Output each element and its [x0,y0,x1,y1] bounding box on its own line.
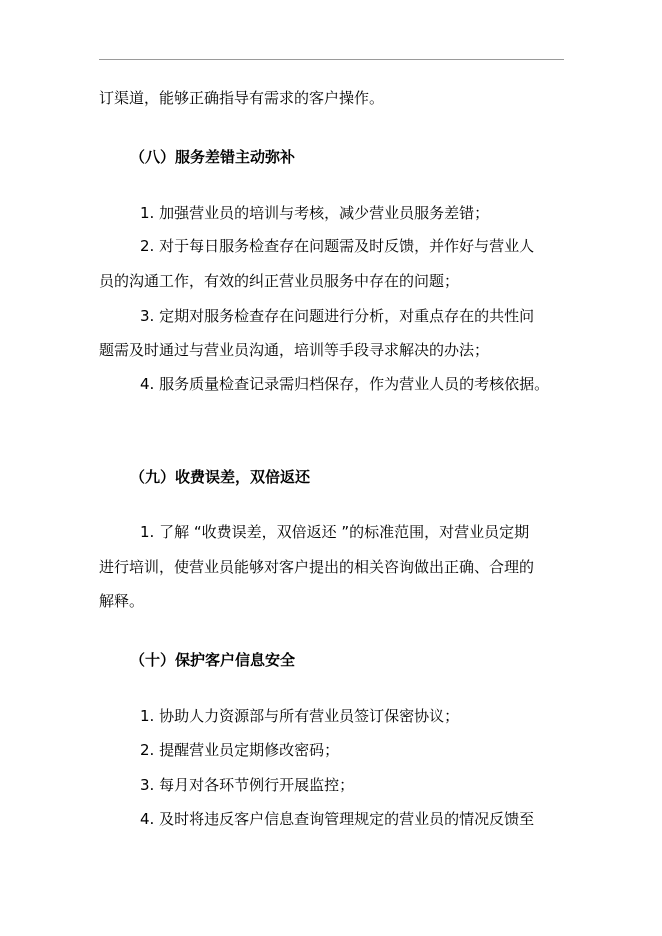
list-item [0,522,662,542]
section-8-item-3-line-2: 题需及时通过与营业员沟通，培训等手段寻求解决的办法； [99,341,490,359]
section-10-item-4: 4. 及时将违反客户信息查询管理规定的营业员的情况反馈至 [140,810,535,828]
section-9-item-1-line-2: 进行培训，使营业员能够对客户提出的相关咨询做出正确、合理的 [99,558,535,576]
continuation-text: 订渠道，能够正确指导有需求的客户操作。 [99,89,385,107]
section-heading [0,467,662,487]
section-8-item-1: 1. 加强营业员的培训与考核，减少营业员服务差错； [140,204,490,222]
section-10-heading: （十）保护客户信息安全 [130,651,296,669]
list-item [0,775,662,795]
list-item [0,374,662,394]
section-8-item-2-line-2: 员的沟通工作，有效的纠正营业员服务中存在的问题； [99,272,460,290]
section-heading [0,650,662,670]
paragraph-line [0,88,662,108]
section-10-item-3: 3. 每月对各环节例行开展监控； [140,776,355,794]
list-item-continuation [0,591,662,611]
list-item [0,740,662,760]
section-9-heading: （九）收费误差，双倍返还 [130,468,311,486]
list-item-continuation [0,340,662,360]
section-10-item-1: 1. 协助人力资源部与所有营业员签订保密协议； [140,707,460,725]
section-8-heading: （八）服务差错主动弥补 [130,148,296,166]
list-item [0,706,662,726]
section-8-item-4: 4. 服务质量检查记录需归档保存，作为营业人员的考核依据。 [140,375,550,393]
section-9-item-1-line-1: 1. 了解 “收费误差，双倍返还 ”的标准范围，对营业员定期 [140,523,530,541]
list-item [0,236,662,256]
section-9-item-1-line-3: 解释。 [99,592,145,610]
list-item [0,306,662,326]
header-rule [99,59,564,60]
section-10-item-2: 2. 提醒营业员定期修改密码； [140,741,340,759]
section-8-item-2-line-1: 2. 对于每日服务检查存在问题需及时反馈，并作好与营业人 [140,237,535,255]
list-item-continuation [0,271,662,291]
list-item [0,809,662,829]
section-8-item-3-line-1: 3. 定期对服务检查存在问题进行分析，对重点存在的共性问 [140,307,535,325]
list-item-continuation [0,557,662,577]
list-item [0,203,662,223]
section-heading [0,147,662,167]
